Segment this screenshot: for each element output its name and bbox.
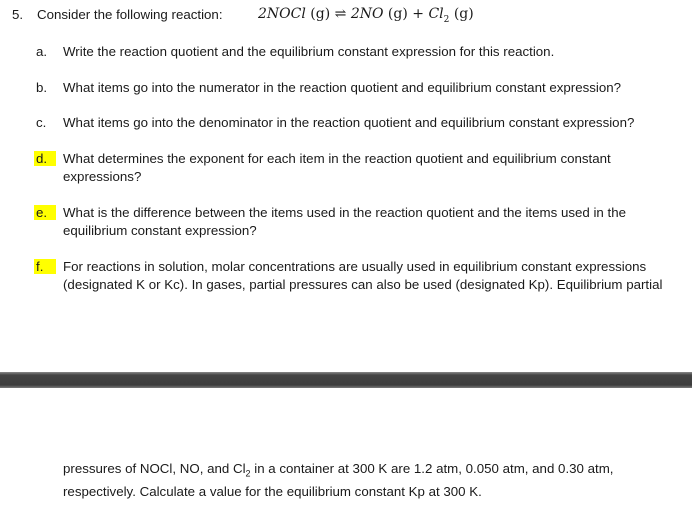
part-text-f: For reactions in solution, molar concentrations are usually used in equilibrium constant expressions (designated K or Kc). In gases, partial pressures can also be used (designated Kp). Equilibrium partial (63, 259, 663, 292)
part-text-d: What determines the exponent for each item in the reaction quotient and equilibrium constant expressions? (63, 151, 611, 184)
part-letter-f: f. (34, 259, 56, 274)
reactant: 2NOCl (258, 6, 306, 22)
part-letter-c: c. (36, 115, 47, 130)
part-letter-e: e. (34, 205, 56, 220)
equilibrium-arrow: ⇌ (334, 6, 347, 22)
product-2: $Cl_2$ (428, 6, 450, 25)
part-letter-b: b. (36, 80, 48, 95)
question-intro: Consider the following reaction: (37, 7, 223, 22)
part-text-a: Write the reaction quotient and the equilibrium constant expression for this reaction. (63, 44, 555, 59)
part-letter-a: a. (36, 44, 48, 59)
question-number: 5. (12, 7, 24, 22)
part-letter-d: d. (34, 151, 56, 166)
part-text-b: What items go into the numerator in the reaction quotient and equilibrium constant expression? (63, 80, 622, 95)
document-page-bottom (0, 388, 692, 512)
product-1: 2NO (350, 6, 384, 22)
product-2-phase: (g) (453, 6, 474, 22)
reaction-equation (258, 6, 474, 25)
product-1-phase: (g) (387, 6, 408, 22)
page-break-divider (0, 372, 692, 388)
part-text-e: What is the difference between the items used in the reaction quotient and the items used in the equilibrium constant expression? (63, 205, 627, 238)
plus-sign: + (412, 6, 424, 22)
part-f-continuation: pressures of NOCl, NO, and $Cl_2$ in a container at 300 K are 1.2 atm, 0.050 atm, and 0.30 atm, respectively. Calculate a value for the equilibrium constant Kp at 300 K. (63, 461, 614, 500)
reactant-phase: (g) (310, 6, 331, 22)
part-text-c: What items go into the denominator in the reaction quotient and equilibrium constant expression? (63, 115, 635, 130)
